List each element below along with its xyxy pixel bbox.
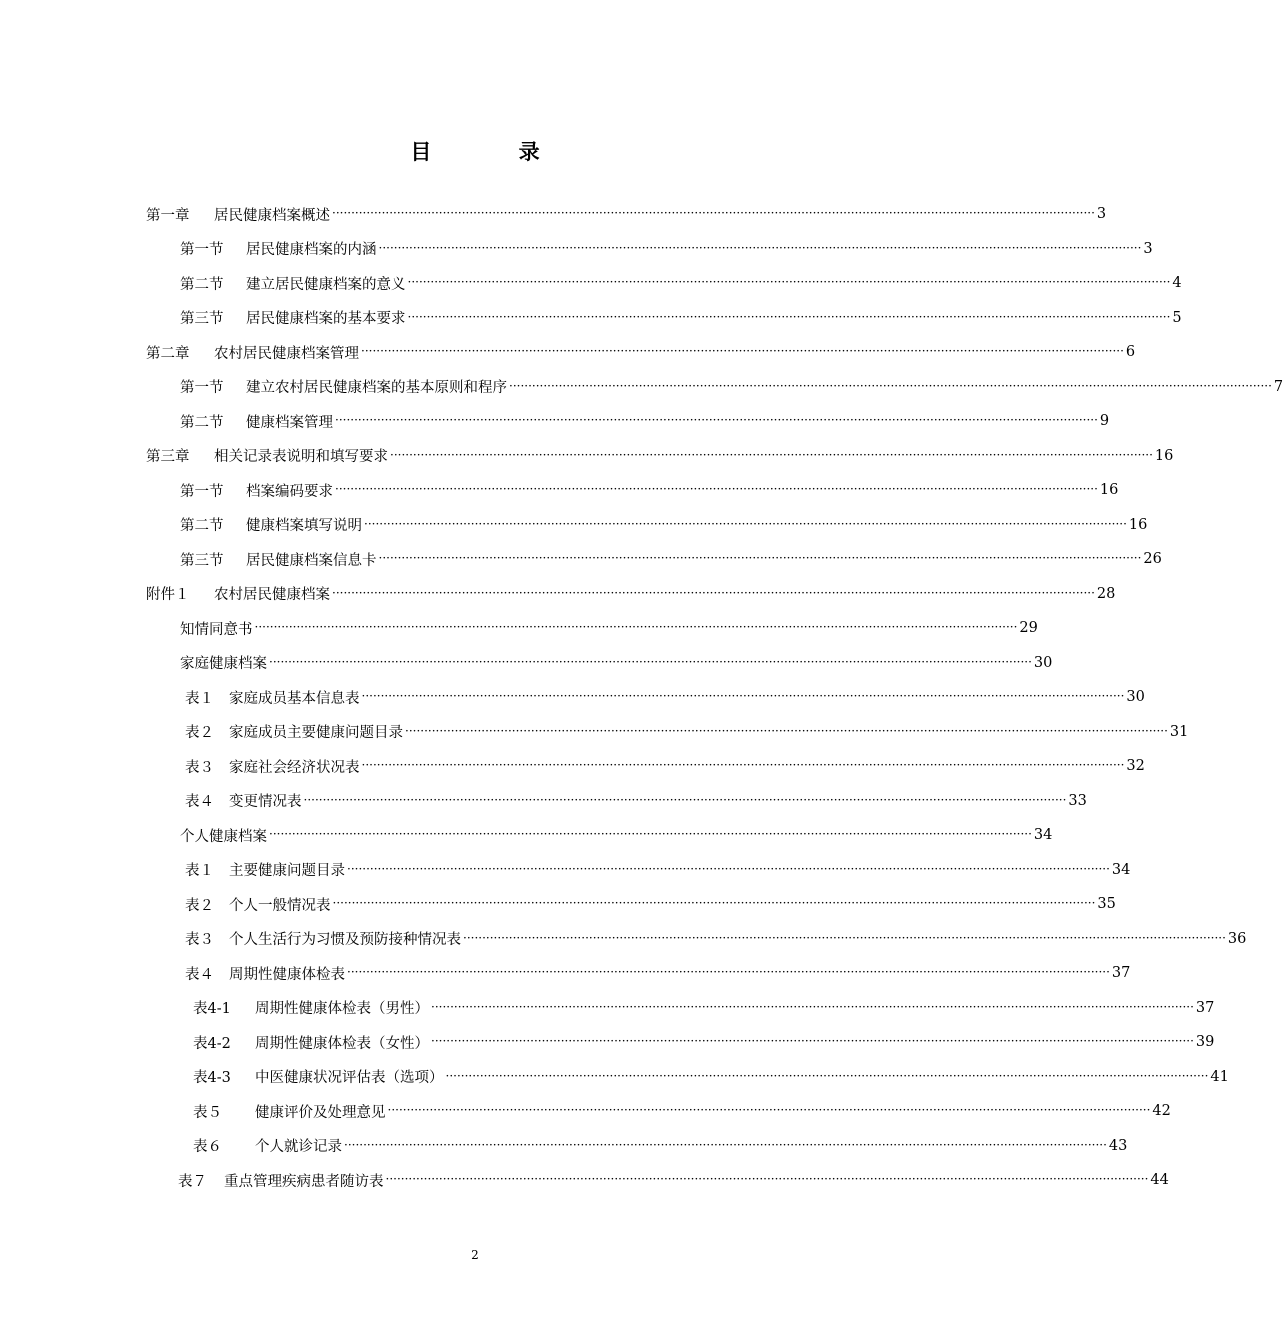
toc-entry-page-number: 30 bbox=[1033, 654, 1053, 671]
toc-entry[interactable] bbox=[193, 1060, 1229, 1094]
toc-entry-title: 居民健康档案的内涵 bbox=[246, 242, 377, 258]
toc-entry-title: 居民健康档案的基本要求 bbox=[246, 311, 406, 327]
toc-entry-title: 健康档案填写说明 bbox=[246, 518, 362, 534]
toc-entry[interactable] bbox=[185, 853, 1131, 887]
toc-entry-page-number: 3 bbox=[1096, 206, 1107, 222]
toc-entry-label: 表３ bbox=[185, 759, 214, 776]
toc-entry[interactable] bbox=[180, 611, 1038, 645]
dot-leader: ········································································································································································································ bbox=[385, 1172, 1149, 1186]
toc-entry-page-number: 37 bbox=[1111, 965, 1131, 981]
toc-entry-title: 主要健康问题目录 bbox=[229, 863, 345, 879]
toc-entry-title: 家庭社会经济状况表 bbox=[229, 759, 360, 776]
toc-entry-page-number: 34 bbox=[1111, 861, 1131, 878]
dot-leader: ········································································································································································································ bbox=[378, 551, 1142, 565]
toc-entry[interactable] bbox=[193, 991, 1215, 1025]
toc-entry-label: 第二节 bbox=[180, 518, 224, 534]
toc-entry[interactable] bbox=[178, 1163, 1169, 1197]
toc-entry-page-number: 7 bbox=[1273, 378, 1283, 395]
dot-leader: ········································································································································································································ bbox=[269, 827, 1032, 841]
toc-entry-page-number: 31 bbox=[1169, 723, 1189, 740]
dot-leader: ········································································································································································································ bbox=[361, 344, 1124, 358]
dot-leader: ········································································································································································································ bbox=[431, 1034, 1194, 1048]
toc-entry-title: 周期性健康体检表（女性） bbox=[255, 1035, 429, 1052]
toc-entry-title: 家庭健康档案 bbox=[180, 656, 267, 672]
toc-entry[interactable] bbox=[180, 646, 1053, 680]
toc-entry[interactable] bbox=[146, 335, 1136, 369]
toc-entry[interactable] bbox=[185, 680, 1145, 714]
toc-entry-page-number: 37 bbox=[1195, 999, 1215, 1016]
toc-entry-title: 农村居民健康档案 bbox=[214, 587, 330, 603]
dot-leader: ········································································································································································································ bbox=[431, 999, 1194, 1014]
dot-leader: ········································································································································································································ bbox=[405, 723, 1168, 738]
toc-entry-label: 第二节 bbox=[180, 414, 224, 431]
toc-entry-title: 重点管理疾病患者随访表 bbox=[224, 1173, 384, 1190]
dot-leader: ········································································································································································································ bbox=[332, 206, 1095, 220]
toc-entry-title: 知情同意书 bbox=[180, 621, 253, 638]
toc-entry-title: 建立农村居民健康档案的基本原则和程序 bbox=[246, 380, 507, 396]
toc-entry-label: 第二节 bbox=[180, 276, 224, 293]
toc-entry-page-number: 16 bbox=[1154, 447, 1174, 464]
toc-entry-label: 第二章 bbox=[146, 345, 190, 362]
toc-entry-page-number: 41 bbox=[1210, 1068, 1229, 1085]
toc-entry-title: 相关记录表说明和填写要求 bbox=[214, 449, 388, 465]
toc-entry-page-number: 44 bbox=[1150, 1172, 1169, 1188]
dot-leader: ········································································································································································································ bbox=[344, 1137, 1107, 1152]
toc-entry[interactable] bbox=[185, 887, 1116, 921]
toc-entry-title: 农村居民健康档案管理 bbox=[214, 345, 359, 362]
toc-entry-page-number: 16 bbox=[1128, 516, 1148, 533]
dot-leader: ········································································································································································································ bbox=[463, 930, 1226, 945]
toc-entry[interactable] bbox=[180, 370, 1283, 404]
toc-entry-page-number: 32 bbox=[1126, 758, 1145, 774]
toc-entry-page-number: 39 bbox=[1195, 1034, 1215, 1050]
toc-entry[interactable] bbox=[180, 266, 1182, 300]
toc-entry-label: 第一节 bbox=[180, 380, 224, 396]
toc-entry-title: 个人健康档案 bbox=[180, 828, 267, 845]
dot-leader: ········································································································································································································ bbox=[378, 240, 1142, 255]
toc-entry[interactable] bbox=[180, 818, 1053, 852]
toc-entry-label: 第一节 bbox=[180, 483, 224, 500]
toc-entry-label: 表4-2 bbox=[193, 1035, 231, 1052]
toc-entry-label: 第三章 bbox=[146, 449, 190, 465]
page-title: 目 录 bbox=[410, 139, 580, 164]
toc-entry-title: 周期性健康体检表（男性） bbox=[255, 1001, 429, 1017]
toc-entry-page-number: 34 bbox=[1033, 827, 1053, 843]
toc-entry-label: 第一章 bbox=[146, 207, 190, 224]
toc-entry-label: 表３ bbox=[185, 932, 214, 948]
toc-entry-label: 表２ bbox=[185, 897, 214, 914]
toc-entry-title: 健康档案管理 bbox=[246, 414, 333, 431]
toc-entry[interactable] bbox=[180, 404, 1110, 438]
toc-entry-label: 表１ bbox=[185, 690, 214, 707]
toc-entry-label: 表２ bbox=[185, 725, 214, 741]
toc-entry-page-number: 35 bbox=[1097, 896, 1116, 912]
toc-entry-label: 表６ bbox=[193, 1139, 222, 1155]
toc-entry-page-number: 29 bbox=[1019, 620, 1038, 636]
toc-entry-page-number: 36 bbox=[1227, 930, 1247, 947]
toc-entry[interactable] bbox=[185, 922, 1247, 956]
dot-leader: ········································································································································································································ bbox=[387, 1103, 1151, 1117]
dot-leader: ········································································································································································································ bbox=[332, 896, 1096, 910]
toc-entry[interactable] bbox=[193, 1129, 1128, 1163]
dot-leader: ········································································································································································································ bbox=[347, 861, 1110, 876]
toc-entry-page-number: 6 bbox=[1125, 344, 1136, 360]
toc-entry-title: 档案编码要求 bbox=[246, 483, 333, 500]
toc-entry-title: 个人一般情况表 bbox=[229, 897, 331, 914]
dot-leader: ········································································································································································································ bbox=[445, 1068, 1209, 1083]
toc-entry[interactable] bbox=[193, 1094, 1171, 1128]
footer-page-number: 2 bbox=[471, 1248, 479, 1262]
dot-leader: ········································································································································································································ bbox=[332, 585, 1095, 600]
toc-entry-page-number: 16 bbox=[1099, 482, 1119, 498]
toc-entry-title: 家庭成员基本信息表 bbox=[229, 690, 360, 707]
toc-entry-label: 表４ bbox=[185, 966, 214, 983]
toc-entry-page-number: 30 bbox=[1126, 689, 1145, 705]
dot-leader: ········································································································································································································ bbox=[303, 792, 1067, 807]
toc-entry-label: 附件１ bbox=[146, 587, 190, 603]
toc-entry[interactable] bbox=[180, 301, 1182, 335]
toc-entry[interactable] bbox=[180, 508, 1148, 542]
toc-entry-label: 第一节 bbox=[180, 242, 224, 258]
dot-leader: ········································································································································································································ bbox=[407, 275, 1171, 289]
dot-leader: ········································································································································································································ bbox=[390, 447, 1153, 462]
toc-entry-page-number: 9 bbox=[1099, 413, 1110, 429]
toc-entry-title: 个人生活行为习惯及预防接种情况表 bbox=[229, 932, 461, 948]
toc-entry[interactable] bbox=[185, 956, 1131, 990]
dot-leader: ········································································································································································································ bbox=[407, 309, 1171, 324]
toc-entry-page-number: 26 bbox=[1143, 551, 1162, 567]
toc-entry[interactable] bbox=[146, 577, 1116, 611]
toc-entry-title: 居民健康档案概述 bbox=[214, 207, 330, 224]
toc-entry-title: 建立居民健康档案的意义 bbox=[246, 276, 406, 293]
toc-entry-title: 个人就诊记录 bbox=[255, 1139, 342, 1155]
toc-entry-label: 表５ bbox=[193, 1104, 222, 1121]
toc-entry[interactable] bbox=[185, 715, 1189, 749]
toc-entry-page-number: 5 bbox=[1172, 309, 1182, 326]
dot-leader: ········································································································································································································ bbox=[335, 413, 1098, 427]
dot-leader: ········································································································································································································ bbox=[364, 516, 1127, 531]
toc-entry[interactable] bbox=[193, 1025, 1215, 1059]
toc-entry-page-number: 33 bbox=[1068, 792, 1087, 809]
toc-entry-page-number: 43 bbox=[1108, 1137, 1128, 1154]
dot-leader: ········································································································································································································ bbox=[509, 378, 1272, 393]
dot-leader: ········································································································································································································ bbox=[335, 482, 1098, 496]
toc-entry-label: 表４ bbox=[185, 794, 214, 810]
toc-entry[interactable] bbox=[180, 473, 1119, 507]
toc-entry-title: 家庭成员主要健康问题目录 bbox=[229, 725, 403, 741]
toc-entry-label: 第三节 bbox=[180, 552, 224, 569]
toc-entry-page-number: 4 bbox=[1172, 275, 1182, 291]
toc-entry[interactable] bbox=[185, 749, 1145, 783]
dot-leader: ········································································································································································································ bbox=[254, 620, 1018, 634]
toc-entry-page-number: 28 bbox=[1096, 585, 1116, 602]
toc-entry[interactable] bbox=[180, 232, 1153, 266]
toc-entry[interactable] bbox=[146, 439, 1174, 473]
dot-leader: ········································································································································································································ bbox=[347, 965, 1110, 979]
toc-entry-label: 表１ bbox=[185, 863, 214, 879]
toc-entry[interactable] bbox=[180, 542, 1162, 576]
dot-leader: ········································································································································································································ bbox=[361, 689, 1125, 703]
toc-entry-label: 表4-1 bbox=[193, 1001, 231, 1017]
toc-entry-title: 变更情况表 bbox=[229, 794, 302, 810]
toc-entry-label: 表７ bbox=[178, 1173, 207, 1190]
toc-entry[interactable] bbox=[185, 784, 1087, 818]
toc-entry-label: 表4-3 bbox=[193, 1070, 231, 1086]
toc-entry-page-number: 3 bbox=[1143, 240, 1153, 257]
toc-entry-page-number: 42 bbox=[1152, 1103, 1171, 1119]
toc-entry-title: 居民健康档案信息卡 bbox=[246, 552, 377, 569]
toc-entry[interactable] bbox=[146, 197, 1107, 231]
dot-leader: ········································································································································································································ bbox=[269, 654, 1032, 669]
toc-entry-label: 第三节 bbox=[180, 311, 224, 327]
dot-leader: ········································································································································································································ bbox=[361, 758, 1125, 772]
toc-entry-title: 健康评价及处理意见 bbox=[255, 1104, 386, 1121]
toc-entry-title: 中医健康状况评估表（选项） bbox=[255, 1070, 444, 1086]
toc-entry-title: 周期性健康体检表 bbox=[229, 966, 345, 983]
